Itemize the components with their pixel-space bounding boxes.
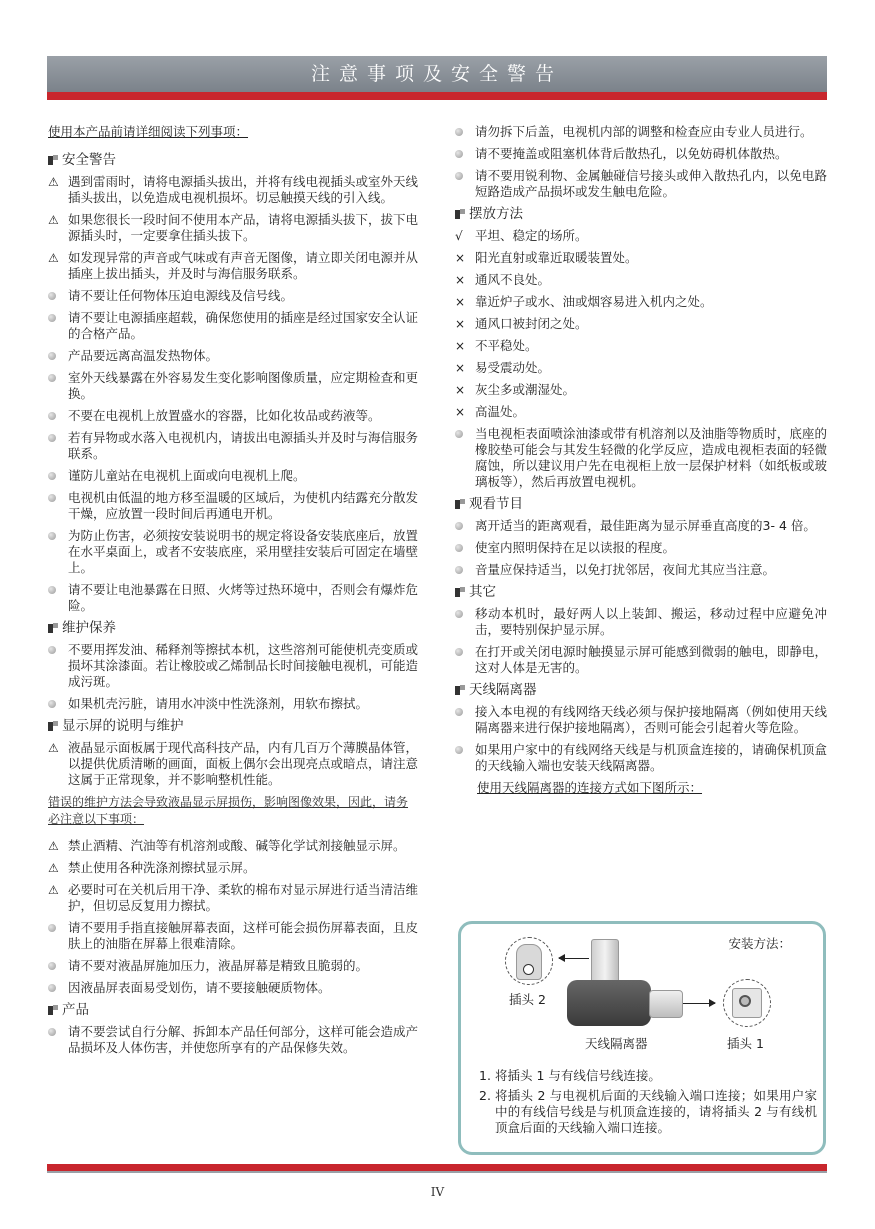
- list-item-text: 禁止酒精、汽油等有机溶剂或酸、碱等化学试剂接触显示屏。: [68, 838, 406, 853]
- install-step: [479, 1068, 817, 1084]
- list-item-text: 液晶显示面板属于现代高科技产品，内有几百万个薄膜晶体管，以提供优质清晰的画面，面板上偶尔会出现亮点或暗点，请注意这属于正常现象，并不影响整机性能。: [68, 740, 419, 787]
- list-item-text: 当电视柜表面喷涂油漆或带有机溶剂以及油脂等物质时，底座的橡胶垫可能会与其发生轻微的化学反应，造成电视柜表面的轻微腐蚀，所以建议用户先在电视柜上放一层保护材料（如纸板或玻璃板等），然后再放置电视机。: [475, 426, 827, 489]
- list-item: [48, 860, 418, 876]
- list-item: [48, 980, 418, 996]
- list-item: [455, 228, 827, 244]
- list-item-text: 通风不良处。: [475, 272, 551, 287]
- bullet-dot-icon: [48, 430, 68, 462]
- section-title: 天线隔离器: [469, 682, 537, 698]
- list-item: [48, 582, 418, 614]
- right-column: [455, 124, 827, 796]
- step-text: 将插头 2 与电视机后面的天线输入端口连接；如果用户家中的有线信号线是与机顶盒连接的，请将插头 2 与有线机顶盒后面的天线输入端口连接。: [495, 1088, 817, 1135]
- list-item: [455, 272, 827, 288]
- list-item-text: 如果您很长一段时间不使用本产品，请将电源插头拔下，拔下电源插头时，一定要拿住插头拔下。: [68, 212, 419, 243]
- list-item: [48, 348, 418, 364]
- bullet-dot-icon: [48, 582, 68, 614]
- cross-mark-icon: ×: [455, 361, 466, 375]
- page-number: IV: [430, 1185, 445, 1199]
- list-item: [455, 606, 827, 638]
- maintenance-list: [48, 642, 418, 712]
- bullet-dot-icon: [455, 562, 475, 578]
- warning-triangle-icon: ⚠: [48, 175, 59, 189]
- install-steps: [479, 1068, 817, 1140]
- step-number: 1.: [479, 1068, 491, 1083]
- list-item: [48, 468, 418, 484]
- list-item: [455, 742, 827, 774]
- cross-mark-icon: ×: [455, 405, 466, 419]
- antenna-isolator-list: [455, 704, 827, 774]
- list-item-text: 请不要用手指直接触屏幕表面，这样可能会损伤屏幕表面，且皮肤上的油脂在屏幕上很难清除。: [68, 920, 419, 951]
- list-item-text: 请不要掩盖或阻塞机体背后散热孔，以免妨碍机体散热。: [475, 146, 788, 161]
- safety-list: [48, 174, 418, 614]
- viewing-list: [455, 518, 827, 578]
- list-item: [48, 696, 418, 712]
- list-item-text: 灰尘多或潮湿处。: [475, 382, 576, 397]
- list-item: [48, 882, 418, 914]
- cross-mark-icon: ×: [455, 295, 466, 309]
- bullet-dot-icon: [48, 528, 68, 576]
- list-item-text: 接入本电视的有线网络天线必须与保护接地隔离（例如使用天线隔离器来进行保护接地隔离），否则可能会引起着火等危险。: [475, 704, 827, 735]
- placement-list: [455, 228, 827, 490]
- list-item: [48, 430, 418, 462]
- isolator-label: 天线隔离器: [585, 1036, 648, 1051]
- list-item-text: 禁止使用各种洗涤剂擦拭显示屏。: [68, 860, 256, 875]
- section-heading-product: [48, 1002, 418, 1018]
- bullet-dot-icon: [48, 696, 68, 712]
- list-item: [455, 294, 827, 310]
- list-item: [48, 958, 418, 974]
- top-list: [455, 124, 827, 200]
- isolator-diagram: [458, 921, 826, 1155]
- list-item: [455, 168, 827, 200]
- bullet-dot-icon: [48, 490, 68, 522]
- section-title: 观看节目: [469, 496, 523, 512]
- list-item-text: 室外天线暴露在外容易发生变化影响图像质量，应定期检查和更换。: [68, 370, 419, 401]
- list-item-text: 若有异物或水落入电视机内，请拔出电源插头并及时与海信服务联系。: [68, 430, 419, 461]
- list-item-text: 请不要用锐利物、金属触碰信号接头或伸入散热孔内，以免电路短路造成产品损坏或发生触电危险。: [475, 168, 827, 199]
- list-item-text: 使室内照明保持在足以读报的程度。: [475, 540, 676, 555]
- list-item: [455, 316, 827, 332]
- list-item: [455, 518, 827, 534]
- list-item: [455, 562, 827, 578]
- list-item-text: 如果用户家中的有线网络天线是与机顶盒连接的，请确保机顶盒的天线输入端也安装天线隔离器。: [475, 742, 827, 773]
- list-item: [455, 644, 827, 676]
- plug-2-socket-icon: [523, 964, 534, 975]
- list-item-text: 请不要尝试自行分解、拆卸本产品任何部分，这样可能会造成产品损坏及人体伤害，并使您所享有的产品保修失效。: [68, 1024, 419, 1055]
- plug-1-socket-icon: [739, 995, 751, 1007]
- arrow-right-icon: [683, 1003, 715, 1004]
- warning-triangle-icon: ⚠: [48, 251, 59, 265]
- diagram-caption: 使用天线隔离器的连接方式如下图所示：: [477, 780, 703, 795]
- isolator-neck-icon: [649, 990, 683, 1018]
- bullet-dot-icon: [455, 644, 475, 676]
- list-item: [48, 408, 418, 424]
- isolator-body-icon: [567, 980, 651, 1026]
- arrow-left-icon: [559, 958, 589, 959]
- list-item: [48, 838, 418, 854]
- bullet-dot-icon: [455, 426, 475, 490]
- list-item-text: 为防止伤害，必须按安装说明书的规定将设备安装底座后，放置在水平桌面上，或者不安装底座，采用壁挂安装后可固定在墙壁上。: [68, 528, 419, 575]
- list-item-text: 靠近炉子或水、油或烟容易进入机内之处。: [475, 294, 713, 309]
- bullet-dot-icon: [455, 540, 475, 556]
- bullet-dot-icon: [48, 980, 68, 996]
- list-item: [48, 740, 418, 788]
- bullet-dot-icon: [455, 168, 475, 200]
- bullet-dot-icon: [48, 370, 68, 402]
- list-item-text: 请不要让电源插座超载，确保您使用的插座是经过国家安全认证的合格产品。: [68, 310, 419, 341]
- section-heading-maintenance: [48, 620, 418, 636]
- bullet-dot-icon: [455, 124, 475, 140]
- bullet-dot-icon: [48, 642, 68, 690]
- other-list: [455, 606, 827, 676]
- bullet-dot-icon: [48, 468, 68, 484]
- section-heading-safety: [48, 152, 418, 168]
- cross-mark-icon: ×: [455, 251, 466, 265]
- section-marker-icon: [455, 209, 465, 219]
- list-item-text: 请不要对液晶屏施加压力，液晶屏幕是精致且脆弱的。: [68, 958, 369, 973]
- list-item: [48, 528, 418, 576]
- section-heading-display: [48, 718, 418, 734]
- warning-triangle-icon: ⚠: [48, 839, 59, 853]
- plug-2-label: 插头 2: [509, 992, 546, 1007]
- list-item: [455, 338, 827, 354]
- section-heading-viewing: [455, 496, 827, 512]
- section-marker-icon: [455, 685, 465, 695]
- plug-1-label: 插头 1: [727, 1036, 764, 1051]
- bullet-dot-icon: [48, 288, 68, 304]
- list-item: [48, 642, 418, 690]
- section-marker-icon: [48, 155, 58, 165]
- list-item: [48, 174, 418, 206]
- list-item: [455, 540, 827, 556]
- section-title: 摆放方法: [469, 206, 523, 222]
- left-column: [48, 124, 418, 1062]
- list-item-text: 通风口被封闭之处。: [475, 316, 588, 331]
- list-item-text: 移动本机时，最好两人以上装卸、搬运，移动过程中应避免冲击，要特别保护显示屏。: [475, 606, 827, 637]
- list-item-text: 遇到雷雨时，请将电源插头拔出，并将有线电视插头或室外天线插头拔出，以免造成电视机损坏。切忌触摸天线的引入线。: [68, 174, 419, 205]
- list-item-text: 产品要远离高温发热物体。: [68, 348, 219, 363]
- section-marker-icon: [48, 623, 58, 633]
- section-marker-icon: [455, 499, 465, 509]
- check-mark-icon: √: [455, 229, 463, 243]
- cross-mark-icon: ×: [455, 317, 466, 331]
- intro-text: 使用本产品前请详细阅读下列事项：: [48, 124, 249, 139]
- list-item-text: 阳光直射或靠近取暖装置处。: [475, 250, 638, 265]
- cross-mark-icon: ×: [455, 339, 466, 353]
- list-item: [455, 382, 827, 398]
- list-item-text: 离开适当的距离观看，最佳距离为显示屏垂直高度的3- 4 倍。: [475, 518, 816, 533]
- list-item: [48, 310, 418, 342]
- bullet-dot-icon: [455, 704, 475, 736]
- footer-divider: [47, 1171, 827, 1173]
- warning-triangle-icon: ⚠: [48, 883, 59, 897]
- bullet-dot-icon: [48, 1024, 68, 1056]
- list-item-text: 请勿拆下后盖，电视机内部的调整和检查应由专业人员进行。: [475, 124, 813, 139]
- list-item: [48, 920, 418, 952]
- bullet-dot-icon: [48, 958, 68, 974]
- section-title: 显示屏的说明与维护: [62, 718, 184, 734]
- cross-mark-icon: ×: [455, 273, 466, 287]
- list-item: [455, 124, 827, 140]
- list-item: [455, 360, 827, 376]
- list-item-text: 不平稳处。: [475, 338, 538, 353]
- list-item-text: 不要用挥发油、稀释剂等擦拭本机，这些溶剂可能使机壳变质或损坏其涂漆面。若让橡胶或乙烯制品长时间接触电视机，可能造成污斑。: [68, 642, 419, 689]
- section-title: 维护保养: [62, 620, 116, 636]
- section-marker-icon: [48, 721, 58, 731]
- header-accent-stripe: [47, 92, 827, 100]
- product-list: [48, 1024, 418, 1056]
- list-item-text: 不要在电视机上放置盛水的容器，比如化妆品或药液等。: [68, 408, 381, 423]
- list-item-text: 必要时可在关机后用干净、柔软的棉布对显示屏进行适当清洁维护，但切忌反复用力擦拭。: [68, 882, 419, 913]
- section-heading-placement: [455, 206, 827, 222]
- warning-triangle-icon: ⚠: [48, 741, 59, 755]
- list-item-text: 请不要让任何物体压迫电源线及信号线。: [68, 288, 294, 303]
- display-care-note: 错误的维护方法会导致液晶显示屏损伤，影响图像效果，因此，请务必注意以下事项：: [48, 795, 409, 826]
- list-item-text: 如果机壳污脏，请用水冲淡中性洗涤剂，用软布擦拭。: [68, 696, 369, 711]
- list-item-text: 音量应保持适当，以免打扰邻居，夜间尤其应当注意。: [475, 562, 776, 577]
- list-item-text: 平坦、稳定的场所。: [475, 228, 588, 243]
- list-item: [455, 250, 827, 266]
- bullet-dot-icon: [455, 606, 475, 638]
- page-title: 注意事项及安全警告: [310, 63, 563, 85]
- list-item: [48, 1024, 418, 1056]
- display-list: [48, 740, 418, 788]
- bullet-dot-icon: [48, 348, 68, 364]
- cross-mark-icon: ×: [455, 383, 466, 397]
- section-marker-icon: [455, 587, 465, 597]
- bullet-dot-icon: [455, 146, 475, 162]
- install-step: [479, 1088, 817, 1136]
- header-bar: [47, 56, 827, 92]
- list-item: [455, 704, 827, 736]
- display-care-list: [48, 838, 418, 996]
- list-item: [455, 426, 827, 490]
- bullet-dot-icon: [455, 742, 475, 774]
- bullet-dot-icon: [48, 310, 68, 342]
- list-item-text: 因液晶屏表面易受划伤，请不要接触硬质物体。: [68, 980, 331, 995]
- list-item: [48, 288, 418, 304]
- bullet-dot-icon: [48, 408, 68, 424]
- list-item-text: 在打开或关闭电源时触摸显示屏可能感到微弱的触电，即静电，这对人体是无害的。: [475, 644, 827, 675]
- list-item: [455, 404, 827, 420]
- section-marker-icon: [48, 1005, 58, 1015]
- list-item: [48, 250, 418, 282]
- section-title: 其它: [469, 584, 496, 600]
- step-number: 2.: [479, 1088, 491, 1103]
- list-item-text: 请不要让电池暴露在日照、火烤等过热环境中，否则会有爆炸危险。: [68, 582, 419, 613]
- list-item-text: 易受震动处。: [475, 360, 551, 375]
- list-item: [48, 212, 418, 244]
- section-heading-other: [455, 584, 827, 600]
- warning-triangle-icon: ⚠: [48, 213, 59, 227]
- install-method-label: 安装方法：: [728, 936, 791, 951]
- list-item-text: 高温处。: [475, 404, 526, 419]
- list-item-text: 如发现异常的声音或气味或有声音无图像，请立即关闭电源并从插座上拔出插头，并及时与海信服务联系。: [68, 250, 419, 281]
- list-item-text: 谨防儿童站在电视机上面或向电视机上爬。: [68, 468, 306, 483]
- bullet-dot-icon: [455, 518, 475, 534]
- section-title: 产品: [62, 1002, 89, 1018]
- bullet-dot-icon: [48, 920, 68, 952]
- footer-accent-stripe: [47, 1164, 827, 1171]
- list-item: [48, 490, 418, 522]
- section-title: 安全警告: [62, 152, 116, 168]
- list-item: [455, 146, 827, 162]
- list-item: [48, 370, 418, 402]
- section-heading-antenna-isolator: [455, 682, 827, 698]
- list-item-text: 电视机由低温的地方移至温暖的区域后，为使机内结露充分散发干燥，应放置一段时间后再通电开机。: [68, 490, 419, 521]
- step-text: 将插头 1 与有线信号线连接。: [495, 1068, 661, 1083]
- warning-triangle-icon: ⚠: [48, 861, 59, 875]
